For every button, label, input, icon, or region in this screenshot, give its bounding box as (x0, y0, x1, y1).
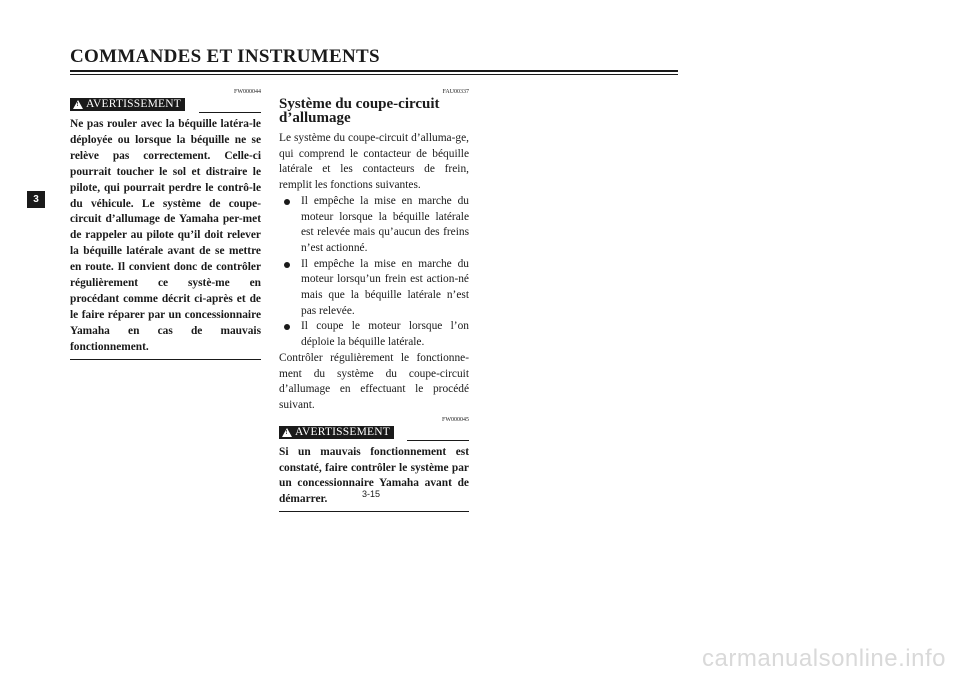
warning-header-rule (407, 440, 469, 441)
warning-end-rule (279, 511, 469, 512)
warning-triangle-icon (282, 428, 292, 437)
list-item (279, 194, 469, 257)
warning-badge (70, 98, 185, 111)
section-code: FAU00337 (442, 89, 469, 95)
warning-text: Si un mauvais fonctionnement est constaté, faire contrôler le système par un concessionnaire Yamaha avant de démarrer. (279, 445, 469, 506)
bullet-list (279, 194, 469, 351)
title-rule-thin (70, 74, 678, 75)
warning-label: AVERTISSEMENT (86, 98, 181, 110)
list-item (279, 319, 469, 350)
list-item (279, 257, 469, 320)
warning-triangle-icon (73, 100, 83, 109)
warning-header (279, 425, 469, 441)
right-column (279, 88, 469, 512)
bullet-dot-icon (284, 199, 290, 205)
watermark: carmanualsonline.info (702, 645, 946, 672)
list-item-text: Il coupe le moteur lorsque l’on déploie la béquille latérale. (301, 320, 469, 349)
section-title-line-1: Système du coupe-circuit (279, 96, 440, 112)
warning-header (70, 97, 261, 113)
section-title (279, 97, 469, 125)
list-item-text: Il empêche la mise en marche du moteur lorsque la béquille latérale est relevée mais qu’aucun des freins n’est actionné. (301, 194, 469, 254)
warning-code: FW000044 (234, 89, 261, 95)
page-title: COMMANDES ET INSTRUMENTS (70, 46, 380, 67)
warning-code: FW000045 (442, 416, 469, 423)
warning-end-rule (70, 359, 261, 360)
bullet-dot-icon (284, 324, 290, 330)
warning-badge (279, 426, 394, 439)
warning-label: AVERTISSEMENT (295, 425, 390, 438)
bullet-dot-icon (284, 262, 290, 268)
list-item-text: Il empêche la mise en marche du moteur lorsqu’un frein est action-né mais que la béquille latérale n’est pas relevée. (301, 257, 469, 317)
closing-paragraph: Contrôler régulièrement le fonctionne-ment du système du coupe-circuit d’allumage en effectuant le procédé suivant. (279, 351, 469, 411)
warning-text: Ne pas rouler avec la béquille latéra-le déployée ou lorsque la béquille ne se relève pas correctement. Celle-ci pourrait toucher le sol et distraire le pilote, qui pourrait perdre le contrô-le du véhicule. Le système de coupe-circuit d’allumage de Yamaha per-met de rappeler au pilote qu’il doit relever la béquille latérale avant de se mettre en route. Il convient donc de contrôler régulièrement ce systè-me en procédant comme décrit ci-après et de le faire réparer par un concessionnaire Yamaha en cas de mauvais fonctionnement. (70, 118, 261, 353)
title-rule-thick (70, 70, 678, 72)
left-column (70, 88, 261, 360)
warning-header-rule (199, 112, 261, 113)
page-number: 3-15 (362, 489, 381, 499)
chapter-tab: 3 (27, 191, 45, 208)
intro-paragraph: Le système du coupe-circuit d’alluma-ge, qui comprend le contacteur de béquille latérale et les contacteurs de frein, remplit les fonctions suivantes. (279, 132, 469, 192)
section-title-line-2: d’allumage (279, 110, 351, 126)
